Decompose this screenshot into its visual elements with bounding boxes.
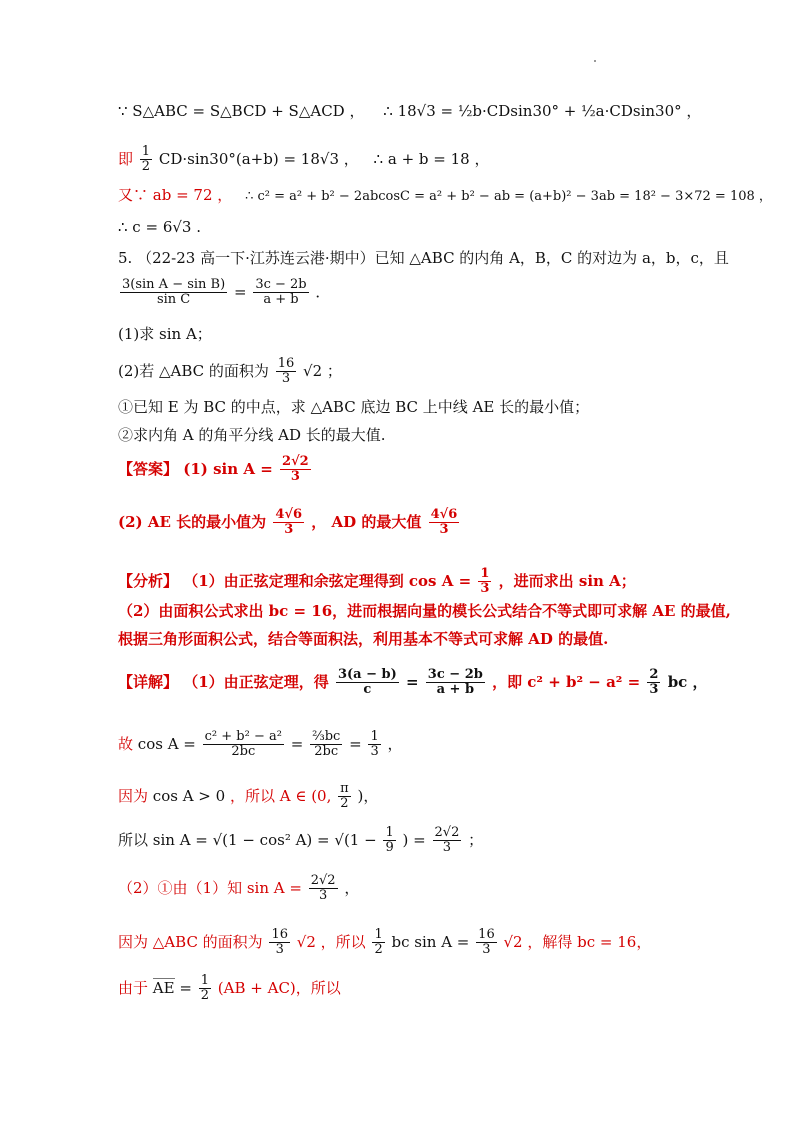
interval-end: )，: [357, 786, 379, 805]
detail-line-5: [118, 874, 359, 904]
area-fraction: $\frac{16}{3}$: [277, 356, 295, 387]
sin-result: $\frac{2√2}{3}$: [434, 825, 460, 856]
analysis-1-end: ，进而求出 sin A；: [498, 571, 636, 590]
analysis-3-text: 根据三角形面积公式，结合等面积法，利用基本不等式可求解 AD 的最值.: [118, 630, 609, 648]
question-part-1: [118, 327, 212, 342]
question-5-equation: $\frac{\text{3(sin A − sin B)}}{\text{sin C}}$ = $\frac{3c - 2b}{a + b}$ ．: [122, 277, 331, 308]
detail-label: 【详解】: [118, 672, 179, 691]
detail-1-text: （1）由正弦定理，得: [183, 672, 329, 691]
detail-line-6: [118, 928, 651, 958]
text-suoyi: ，所以 A ∈ (0,: [229, 786, 332, 805]
answer-line-2: [118, 508, 461, 538]
answer-2-ae-text: AE 长的最小值为: [147, 512, 267, 531]
area-root: √2 ；: [303, 361, 342, 380]
detail-1-end: bc ，: [667, 672, 708, 691]
cosine-law-computation: ∴ c² = a² + b² − 2abcosC = a² + b² − ab = (a+b)² − 3ab = 18² − 3×72 = 108 ，: [245, 189, 772, 204]
solution-line-2: [118, 145, 489, 175]
bc-sin-a: bc sin A =: [391, 932, 470, 951]
c-result: ∴ c = 6√3 .: [118, 218, 201, 236]
question-part-2: [118, 357, 342, 387]
area-frac-right: $\frac{16}{3}$: [478, 927, 495, 958]
text-gu: 故: [118, 734, 134, 753]
bc-result: √2 ，解得 bc = 16，: [503, 932, 652, 951]
solution-line-1: [118, 104, 701, 119]
sin-eq: ) =: [402, 830, 426, 849]
sin-derivation: 所以 sin A = √(1 − cos² A) = √(1 −: [118, 830, 377, 849]
text-yinwei: 因为: [118, 786, 149, 805]
answer-label: 【答案】: [118, 459, 179, 478]
area-frac-16-3: $\frac{16}{3}$: [271, 927, 289, 958]
part-2-known: （2）①由（1）知 sin A =: [118, 878, 302, 897]
sin-known-end: ，: [344, 878, 360, 897]
text-youyu: 由于: [118, 978, 149, 997]
one-ninth: $\frac{1}{9}$: [385, 825, 394, 856]
analysis-1-text: （1）由正弦定理和余弦定理得到 cos A =: [183, 571, 477, 590]
analysis-line-2: [118, 604, 731, 619]
detail-line-4: [118, 826, 483, 856]
cos-frac-3: $\frac{1}{3}$: [370, 729, 379, 760]
eq-left-fraction: $\frac{\text{3(sin A − sin B)}}{\text{sin C}}$: [122, 277, 226, 308]
sin-end: ；: [468, 830, 484, 849]
analysis-2-text: （2）由面积公式求出 bc = 16，进而根据向量的模长公式结合不等式即可求解 AE 的最值,: [118, 602, 731, 620]
answer-2-ad-fraction: $\frac{4√6}{3}$: [430, 507, 458, 538]
sum-result: ∴ a + b = 18 ，: [373, 149, 490, 168]
solution-line-4: [118, 220, 201, 235]
answer-1-fraction: $\frac{2√2}{3}$: [282, 454, 309, 485]
pi-half: $\frac{\pi}{2}$: [340, 781, 349, 812]
question-5-text: 5. （22-23 高一下·江苏连云港·期中）已知 △ABC 的内角 A，B，C 的对边为 a，b，c，且: [118, 249, 729, 267]
cos-end: ，: [387, 734, 403, 753]
detail-line-3: [118, 782, 378, 812]
detail-frac-3: $\frac{2}{3}$: [649, 667, 659, 698]
cd-equation: CD·sin30°(a+b) = 18√3 ，: [158, 149, 359, 168]
area-root-suoyi: √2 ，所以: [296, 932, 366, 951]
area-equation: ∴ 18√3 = ½b·CDsin30° + ½a·CDsin30° ，: [383, 102, 702, 120]
eq-right-fraction: $\frac{3c - 2b}{a + b}$: [255, 277, 307, 308]
area-sum-formula: ∵ S△ABC = S△BCD + S△ACD ，: [118, 102, 365, 120]
detail-1-mid: ，即 c² + b² − a² =: [492, 672, 641, 691]
area-text: 因为 △ABC 的面积为: [118, 932, 263, 951]
analysis-line-1: [118, 567, 636, 597]
cos-positive: cos A > 0: [152, 786, 226, 805]
answer-2-comma: ，: [311, 512, 327, 531]
ab-given: 又∵ ab = 72 ，: [118, 186, 233, 204]
vector-sum-text: (AB + AC)，所以: [217, 978, 341, 997]
answer-2-label: (2): [118, 512, 143, 531]
sub-question-1-text: ①已知 E 为 BC 的中点，求 △ABC 底边 BC 上中线 AE 长的最小值；: [118, 398, 590, 416]
analysis-cos-fraction: $\frac{1}{3}$: [480, 566, 490, 597]
cos-eq-2: =: [349, 734, 362, 753]
vector-eq: =: [179, 978, 192, 997]
detail-line-1: [118, 668, 708, 698]
page-marker-dot: [594, 60, 596, 62]
answer-line-1: [118, 455, 313, 485]
area-half: $\frac{1}{2}$: [374, 927, 383, 958]
analysis-label: 【分析】: [118, 571, 179, 590]
part-2-text: (2)若 △ABC 的面积为: [118, 361, 269, 380]
solution-line-3: [118, 188, 772, 203]
part-1-text: (1)求 sin A；: [118, 325, 212, 343]
sub-question-1: [118, 400, 589, 415]
sub-question-2-text: ②求内角 A 的角平分线 AD 长的最大值.: [118, 426, 386, 444]
text-ji: 即: [118, 149, 134, 168]
cos-frac-2: $\frac{\text{⅔bc}}{2bc}$: [312, 729, 341, 760]
vector-half: $\frac{1}{2}$: [200, 973, 210, 1004]
analysis-line-3: [118, 632, 608, 647]
eq-end: ．: [315, 282, 331, 301]
vector-ae: AE: [152, 978, 175, 997]
cos-eq-1: =: [290, 734, 304, 753]
answer-1-text: (1) sin A =: [183, 459, 279, 478]
detail-line-7: [118, 974, 341, 1004]
cos-frac-1: $\frac{\text{c² + b² − a²}}{2bc}$: [204, 729, 282, 760]
sub-question-2: [118, 428, 386, 443]
detail-eq: =: [405, 672, 419, 691]
detail-line-2: [118, 730, 403, 760]
answer-2-ae-fraction: $\frac{4√6}{3}$: [275, 507, 303, 538]
detail-frac-2: $\frac{3c - 2b}{a + b}$: [427, 667, 483, 698]
answer-2-ad-text: AD 的最大值: [331, 512, 422, 531]
detail-frac-1: $\frac{3(a - b)}{c}$: [337, 667, 397, 698]
cos-a-label: cos A =: [137, 734, 196, 753]
fraction-half: $\frac{1}{2}$: [141, 144, 151, 175]
question-5-stem: [118, 251, 729, 266]
sin-known-frac: $\frac{2√2}{3}$: [310, 873, 336, 904]
